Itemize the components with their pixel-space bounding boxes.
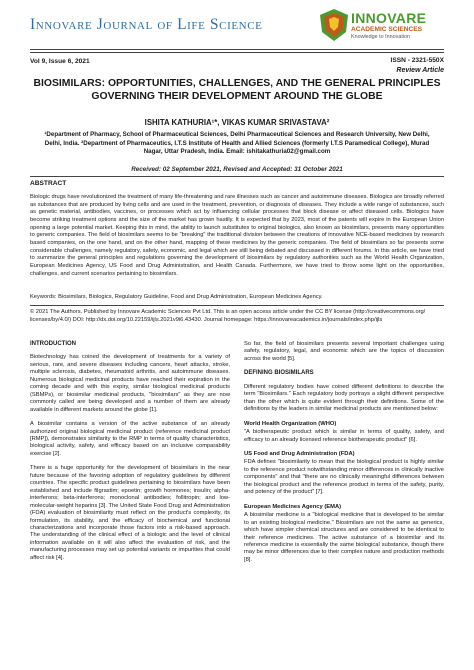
header-divider-secondary xyxy=(30,52,444,53)
who-subheading: World Health Organization (WHO) xyxy=(244,420,337,427)
paragraph: So far, the field of biosimilars presents several important challenges using safety, regulatory, legal, and economic which are the topics of discussion across the world [5]. xyxy=(244,341,444,362)
article-authors: ISHITA KATHURIA¹*, VIKAS KUMAR SRIVASTAVA² xyxy=(144,118,330,127)
fda-subheading: US Food and Drug Administration (FDA) xyxy=(244,450,355,457)
paragraph: "A biotherapeutic product which is similar in terms of quality, safety, and efficacy to an already licensed reference biotherapeutic product" [6]. xyxy=(244,429,444,443)
paragraph: A biosimilar medicine is a "biological medicine that is developed to be similar to an existing biological medicine." Biosimilars are not the same as generics, which have simpler chemical structures and are considered to be identical to their reference medicines. The active substance of a biosimilar and its reference medicine is essentially the same biological substance, though there may be minor differences due to their complex nature and production methods [8]. xyxy=(244,512,444,563)
paragraph: There is a huge opportunity for the development of biosimilars in the near future because of the favoring adoption of regulatory guidelines by different countries. The specific product guidelines pertaining to biosimilars have been established and include filgrastim; epoetin; growth hormones; insulin; alpha-interferons; beta-interferons; monoclonal antibodies; follitropin; and low-molecular-weight heparins [3]. The United State Food Drug and Administration (FDA) evaluation of biosimilarity must reflect on the product's complexity, its formulation, its stability, and the efficacy of biochemical and functional characterizations and incorporate those factors into a risk-based approach. The understanding of the clinical effect of a biologic and the level of clinical information available on it will also affect the evaluation of risk, and the manufacturing processes may set up potential variants or impurities that could affect risk [4]. xyxy=(30,465,230,561)
article-dates: Received: 02 September 2021, Revised and Accepted: 31 October 2021 xyxy=(131,166,343,173)
body-column-right xyxy=(244,341,444,571)
logo-shield-icon xyxy=(318,8,350,42)
logo-tagline: Knowledge to Innovation xyxy=(351,34,411,40)
logo-subtitle: ACADEMIC SCIENCES xyxy=(351,26,423,33)
header-divider xyxy=(30,49,444,50)
abstract-text: Biologic drugs have revolutionized the treatment of many life-threatening and rare illnesses such as cancer and autoimmune diseases. Biologics are broadly referred as substances that are produced by living cells and are used in the treatment, prevention, or diagnosis of diseases. They include a wide range of substances, such as genetic material, antibodies, vaccines, or processes which act by influencing cellular processes that block disease or affect diseased cells. Biologics have become striking treatment options and the size of the market has grown hastily. It is expected that by 2023, most of the patents will expire in the European Union opening a large potential market. Keeping this in mind, the ability to launch substitutes to original biologics, also known as biosimilars, presents many opportunities to generic companies. The field of biosimilars seems to be "breaking" the traditional division between the creations of innovative NCE-based medicines by research based companies, on the one hand, and on the other hand, mapping of these medicines by the generic companies. The field of biosimilars so far presents some considerable challenges, namely regulatory, safety, economic, and legal which are still being debated and discussed in different forums. In this article, we have tried to summarize the general principles and regulations governing the development of biosimilars by regulatory authorities such as the World Health Organization, European Medicines Agency, US Food and Drug Administration, and Health Canada. Furthermore, we have tried to throw some light on the opportunities, challenges, and current scenarios pertaining to biosimilars. xyxy=(30,194,444,277)
volume-issue: Vol 9, Issue 6, 2021 xyxy=(30,58,90,65)
ema-subheading: European Medicines Agency (EMA) xyxy=(244,503,342,510)
paragraph: Biotechnology has coined the development of treatments for a variety of serious, rare, and severe diseases including cancers, heart attacks, stroke, multiple sclerosis, diabetes, rheumatoid arthritis, and autoimmune diseases. Numerous biological medicinal products have reached their expiration in the coming decade and with this expiry, similar biological medicinal products (SBMPs), or biosimilar medicinal products, "biosimilars" as they are now commonly called are being developed and a number of them are already available in different markets around the globe [1]. xyxy=(30,354,230,413)
paragraph: FDA defines "biosimilarity to mean that the biological product is highly similar to the reference product notwithstanding minor differences in clinically inactive components" and that "there are no clinically meaningful differences between the biological product and the reference product in terms of the safety, purity, and potency of the product" [7]. xyxy=(244,459,444,496)
publisher-logo xyxy=(318,6,446,46)
article-title: BIOSIMILARS: OPPORTUNITIES, CHALLENGES, AND THE GENERAL PRINCIPLES GOVERNING THEIR DEVELOPMENT AROUND THE GLOBE xyxy=(33,78,441,102)
logo-brand: INNOVARE xyxy=(351,10,427,26)
paragraph: A biosimilar contains a version of the active substance of an already authorized original biological medicinal product (reference medicinal product [RMP]), demonstrates similarity to the RMP in terms of quality characteristics, biological activity, safety, and efficacy based on an inclusive comparability exercise [2]. xyxy=(30,421,230,457)
article-type: Review Article xyxy=(396,67,444,74)
keywords: Keywords: Biosimilars, Biologics, Regulatory Guideline, Food and Drug Administration, European Medicines Agency. xyxy=(30,294,323,300)
issn: ISSN - 2321-550X xyxy=(390,57,444,64)
defining-biosimilars-heading: DEFINING BIOSIMILARS xyxy=(244,370,314,377)
author-affiliations: ¹Department of Pharmacy, School of Pharmaceutical Sciences, Delhi Pharmaceutical Sciences and Research University, New Delhi, Delhi, India. ²Department of Pharmaceutics, I.T.S Institute of Health and Allied Sciences (formerly I.T.S Paramedical College), Murad Nagar, Uttar Pradesh, India. Email: ishitakathuria02@gmail.com xyxy=(44,131,430,156)
copyright-notice: © 2021 The Authors. Published by Innovare Academic Sciences Pvt Ltd. This is an open access article under the CC BY license (http://creativecommons.org/ licenses/by/4.0/) DOI: http://dx.doi.org/10.22159/ijls.2021v9i6.43430. Journal homepage: https://innovareacademics.in/journals/index.php/ijls xyxy=(30,309,426,323)
body-column-left xyxy=(30,341,230,569)
abstract-heading: ABSTRACT xyxy=(30,180,67,187)
journal-title: Innovare Journal of Life Science xyxy=(30,16,263,33)
paragraph: Different regulatory bodies have coined different definitions to describe the term "Biosimilars." Each regulatory body portrays a slight different perspective than the other which is quite evident through their definitions. Some of the definitions by the leaders in similar medicinal products are mentioned below: xyxy=(244,383,444,413)
introduction-heading: INTRODUCTION xyxy=(30,341,76,347)
